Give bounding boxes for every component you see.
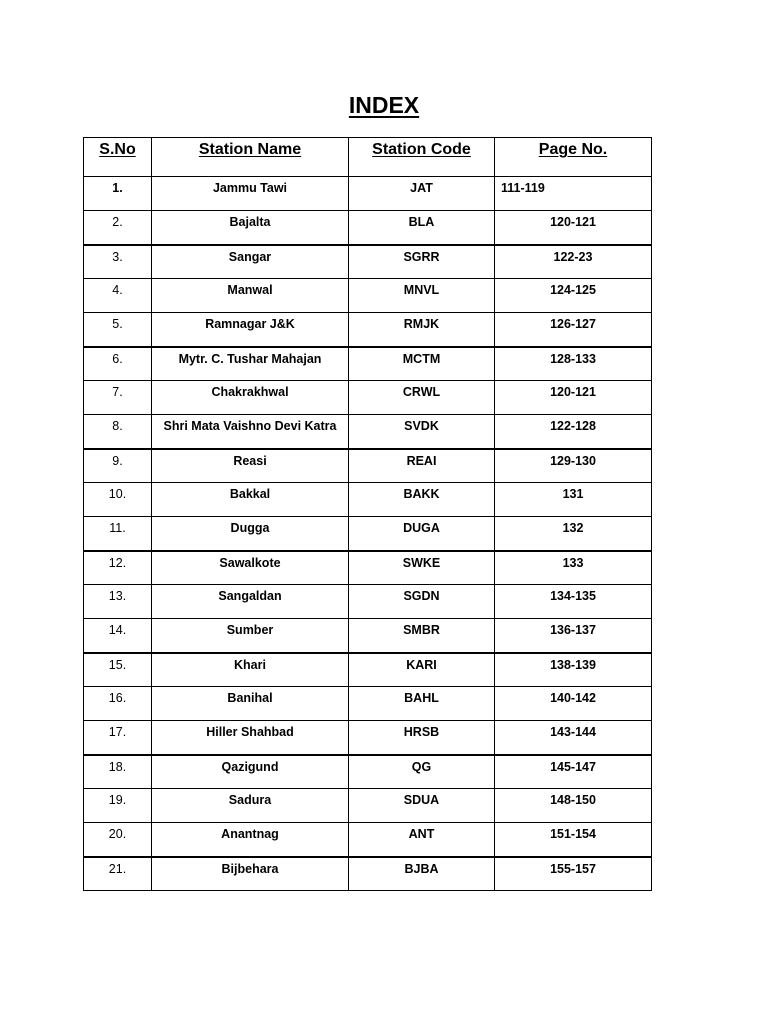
cell-station-code: SGDN: [349, 585, 495, 619]
cell-sno: 19.: [84, 789, 152, 823]
cell-page-no: 126-127: [495, 313, 652, 347]
cell-page-no: 122-128: [495, 415, 652, 449]
table-body: [84, 177, 652, 891]
cell-sno: 15.: [84, 653, 152, 687]
cell-station-name: Sangaldan: [152, 585, 349, 619]
table-row: [84, 517, 652, 551]
cell-sno: 8.: [84, 415, 152, 449]
cell-station-code: ANT: [349, 823, 495, 857]
cell-sno: 13.: [84, 585, 152, 619]
cell-page-no: 129-130: [495, 449, 652, 483]
cell-station-name: Sadura: [152, 789, 349, 823]
table-row: [84, 653, 652, 687]
index-table: [83, 137, 652, 891]
cell-sno: 9.: [84, 449, 152, 483]
cell-page-no: 128-133: [495, 347, 652, 381]
cell-page-no: 122-23: [495, 245, 652, 279]
cell-sno: 17.: [84, 721, 152, 755]
table-row: [84, 721, 652, 755]
table-row: [84, 381, 652, 415]
header-sno: S.No: [84, 138, 152, 177]
cell-station-code: QG: [349, 755, 495, 789]
cell-sno: 20.: [84, 823, 152, 857]
cell-station-code: SMBR: [349, 619, 495, 653]
cell-sno: 21.: [84, 857, 152, 891]
table-header: [84, 138, 652, 177]
table-row: [84, 415, 652, 449]
cell-station-name: Shri Mata Vaishno Devi Katra: [152, 415, 349, 449]
cell-station-code: BAKK: [349, 483, 495, 517]
header-row: [84, 138, 652, 177]
cell-sno: 6.: [84, 347, 152, 381]
cell-sno: 10.: [84, 483, 152, 517]
table-row: [84, 347, 652, 381]
cell-station-name: Mytr. C. Tushar Mahajan: [152, 347, 349, 381]
cell-page-no: 120-121: [495, 381, 652, 415]
table-row: [84, 755, 652, 789]
cell-page-no: 148-150: [495, 789, 652, 823]
cell-sno: 14.: [84, 619, 152, 653]
cell-station-name: Ramnagar J&K: [152, 313, 349, 347]
cell-station-code: CRWL: [349, 381, 495, 415]
cell-page-no: 151-154: [495, 823, 652, 857]
cell-station-name: Bijbehara: [152, 857, 349, 891]
cell-station-code: SWKE: [349, 551, 495, 585]
table-row: [84, 551, 652, 585]
cell-page-no: 111-119: [495, 177, 652, 211]
cell-station-name: Jammu Tawi: [152, 177, 349, 211]
table-row: [84, 483, 652, 517]
cell-station-code: JAT: [349, 177, 495, 211]
cell-sno: 11.: [84, 517, 152, 551]
cell-station-name: Khari: [152, 653, 349, 687]
cell-sno: 5.: [84, 313, 152, 347]
cell-sno: 18.: [84, 755, 152, 789]
cell-station-code: BLA: [349, 211, 495, 245]
cell-page-no: 155-157: [495, 857, 652, 891]
cell-page-no: 145-147: [495, 755, 652, 789]
cell-station-name: Sawalkote: [152, 551, 349, 585]
table-row: [84, 789, 652, 823]
cell-station-code: BAHL: [349, 687, 495, 721]
cell-station-name: Dugga: [152, 517, 349, 551]
cell-page-no: 124-125: [495, 279, 652, 313]
table-row: [84, 857, 652, 891]
cell-page-no: 131: [495, 483, 652, 517]
cell-sno: 16.: [84, 687, 152, 721]
cell-page-no: 120-121: [495, 211, 652, 245]
table-row: [84, 279, 652, 313]
cell-sno: 12.: [84, 551, 152, 585]
cell-station-code: DUGA: [349, 517, 495, 551]
header-page-no: Page No.: [495, 138, 652, 177]
cell-station-code: MNVL: [349, 279, 495, 313]
cell-station-code: KARI: [349, 653, 495, 687]
table-row: [84, 823, 652, 857]
cell-station-code: BJBA: [349, 857, 495, 891]
table-row: [84, 245, 652, 279]
cell-station-name: Manwal: [152, 279, 349, 313]
cell-station-name: Sumber: [152, 619, 349, 653]
table-row: [84, 619, 652, 653]
table-row: [84, 449, 652, 483]
cell-station-name: Qazigund: [152, 755, 349, 789]
cell-sno: 2.: [84, 211, 152, 245]
cell-page-no: 136-137: [495, 619, 652, 653]
cell-station-code: RMJK: [349, 313, 495, 347]
cell-page-no: 143-144: [495, 721, 652, 755]
header-station-name: Station Name: [152, 138, 349, 177]
page-title: INDEX: [348, 92, 420, 118]
cell-station-name: Reasi: [152, 449, 349, 483]
cell-station-name: Anantnag: [152, 823, 349, 857]
cell-station-code: REAI: [349, 449, 495, 483]
header-station-code: Station Code: [349, 138, 495, 177]
cell-sno: 3.: [84, 245, 152, 279]
table-row: [84, 177, 652, 211]
cell-page-no: 140-142: [495, 687, 652, 721]
table-row: [84, 313, 652, 347]
cell-sno: 1.: [84, 177, 152, 211]
table-row: [84, 211, 652, 245]
cell-page-no: 133: [495, 551, 652, 585]
cell-station-code: SGRR: [349, 245, 495, 279]
cell-page-no: 138-139: [495, 653, 652, 687]
cell-station-name: Hiller Shahbad: [152, 721, 349, 755]
cell-station-name: Bajalta: [152, 211, 349, 245]
table-row: [84, 585, 652, 619]
cell-sno: 4.: [84, 279, 152, 313]
cell-station-name: Sangar: [152, 245, 349, 279]
cell-station-code: MCTM: [349, 347, 495, 381]
cell-station-name: Banihal: [152, 687, 349, 721]
cell-station-code: SVDK: [349, 415, 495, 449]
table-row: [84, 687, 652, 721]
cell-page-no: 132: [495, 517, 652, 551]
cell-station-name: Chakrakhwal: [152, 381, 349, 415]
cell-station-name: Bakkal: [152, 483, 349, 517]
cell-sno: 7.: [84, 381, 152, 415]
cell-station-code: SDUA: [349, 789, 495, 823]
cell-page-no: 134-135: [495, 585, 652, 619]
cell-station-code: HRSB: [349, 721, 495, 755]
